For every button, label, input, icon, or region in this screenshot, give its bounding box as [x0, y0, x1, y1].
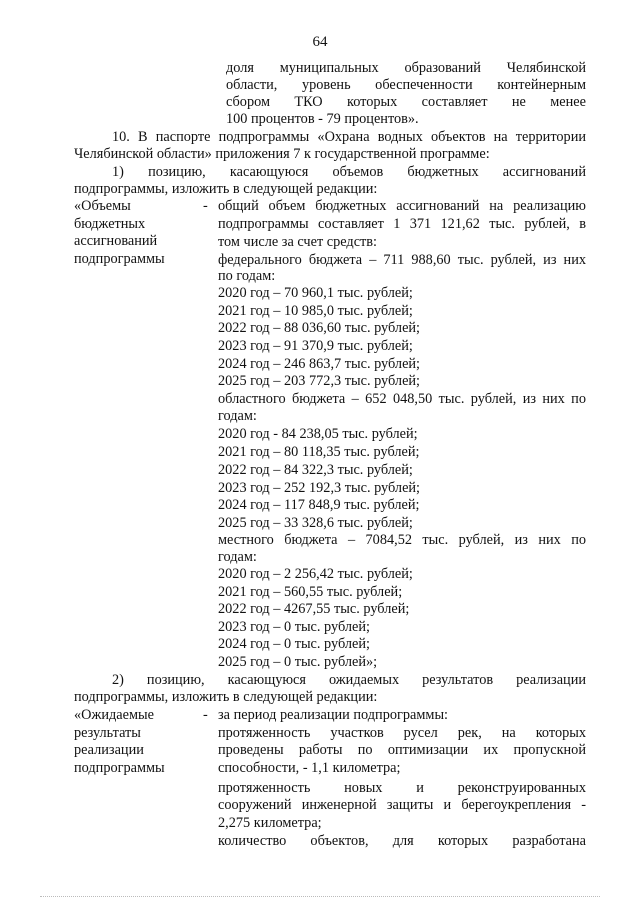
- budget-line: 2023 год – 0 тыс. рублей;: [218, 619, 370, 635]
- results-line: 2,275 километра;: [218, 815, 322, 831]
- budget-line: местного бюджета – 7084,52 тыс. рублей, из них по: [218, 532, 586, 548]
- budget-line: 2022 год – 4267,55 тыс. рублей;: [218, 601, 410, 617]
- budget-line: 2025 год – 203 772,3 тыс. рублей;: [218, 373, 421, 389]
- results-label: [74, 707, 165, 777]
- budget-line: 2021 год – 10 985,0 тыс. рублей;: [218, 303, 413, 319]
- results-line: протяженность участков русел рек, на которых: [218, 725, 586, 741]
- budget-label: [74, 198, 165, 268]
- budget-line: 2020 год – 70 960,1 тыс. рублей;: [218, 285, 413, 301]
- budget-line: 2022 год – 88 036,60 тыс. рублей;: [218, 320, 421, 336]
- sub-item-1-line: подпрограммы, изложить в следующей редакции:: [74, 181, 378, 197]
- top-block-line: области, уровень обеспеченности контейнерным: [226, 77, 586, 93]
- budget-label-line: ассигнований: [74, 233, 158, 249]
- results-line: протяженность новых и реконструированных: [218, 780, 586, 796]
- top-block-line: сбором ТКО которых составляет не менее: [226, 94, 586, 110]
- budget-line: том числе за счет средств:: [218, 234, 378, 250]
- budget-line: годам:: [218, 549, 257, 565]
- results-label-line: подпрограммы: [74, 759, 165, 776]
- item-10-line: 10. В паспорте подпрограммы «Охрана водных объектов на территории: [112, 129, 586, 145]
- budget-label-line: «Объемы: [74, 198, 131, 214]
- budget-label-line: бюджетных: [74, 215, 146, 232]
- budget-dash: -: [203, 198, 208, 214]
- budget-line: общий объем бюджетных ассигнований на реализацию: [218, 198, 586, 214]
- results-label-line: результаты: [74, 724, 141, 741]
- budget-line: 2021 год – 80 118,35 тыс. рублей;: [218, 444, 420, 460]
- results-label-line: реализации: [74, 742, 144, 758]
- top-block-line: 100 процентов - 79 процентов».: [226, 111, 419, 127]
- page-number: 64: [312, 34, 328, 50]
- results-line: проведены работы по оптимизации их пропускной: [218, 742, 586, 758]
- budget-line: федерального бюджета – 711 988,60 тыс. рублей, из них: [218, 252, 586, 268]
- results-line: сооружений инженерной защиты и берегоукрепления -: [218, 797, 586, 813]
- sub-item-2-line: 2) позицию, касающуюся ожидаемых результатов реализации: [112, 672, 586, 688]
- budget-line: 2024 год – 117 848,9 тыс. рублей;: [218, 497, 420, 513]
- budget-line: 2025 год – 33 328,6 тыс. рублей;: [218, 515, 413, 531]
- budget-label-line: подпрограммы: [74, 250, 165, 267]
- budget-line: 2022 год – 84 322,3 тыс. рублей;: [218, 462, 413, 478]
- budget-line: годам:: [218, 408, 257, 424]
- results-line: способности, - 1,1 километра;: [218, 760, 401, 776]
- results-dash: -: [203, 707, 208, 723]
- budget-line: подпрограммы составляет 1 371 121,62 тыс. рублей, в: [218, 216, 586, 232]
- budget-line: областного бюджета – 652 048,50 тыс. рублей, из них по: [218, 391, 586, 407]
- budget-line: 2024 год – 246 863,7 тыс. рублей;: [218, 356, 421, 372]
- item-10-line: Челябинской области» приложения 7 к государственной программе:: [74, 146, 490, 162]
- budget-line: 2020 год – 2 256,42 тыс. рублей;: [218, 566, 413, 582]
- scan-edge-divider: [40, 896, 600, 897]
- budget-line: 2020 год - 84 238,05 тыс. рублей;: [218, 426, 418, 442]
- budget-line: 2024 год – 0 тыс. рублей;: [218, 636, 370, 652]
- budget-line: по годам:: [218, 268, 276, 284]
- results-label-line: «Ожидаемые: [74, 707, 154, 723]
- results-line: количество объектов, для которых разработана: [218, 833, 586, 849]
- budget-line: 2025 год – 0 тыс. рублей»;: [218, 654, 378, 670]
- top-block-line: доля муниципальных образований Челябинской: [226, 60, 586, 76]
- budget-line: 2023 год – 91 370,9 тыс. рублей;: [218, 338, 413, 354]
- sub-item-1-line: 1) позицию, касающуюся объемов бюджетных ассигнований: [112, 164, 586, 180]
- sub-item-2-line: подпрограммы, изложить в следующей редакции:: [74, 689, 378, 705]
- budget-line: 2021 год – 560,55 тыс. рублей;: [218, 584, 403, 600]
- results-line: за период реализации подпрограммы:: [218, 707, 449, 723]
- budget-line: 2023 год – 252 192,3 тыс. рублей;: [218, 480, 421, 496]
